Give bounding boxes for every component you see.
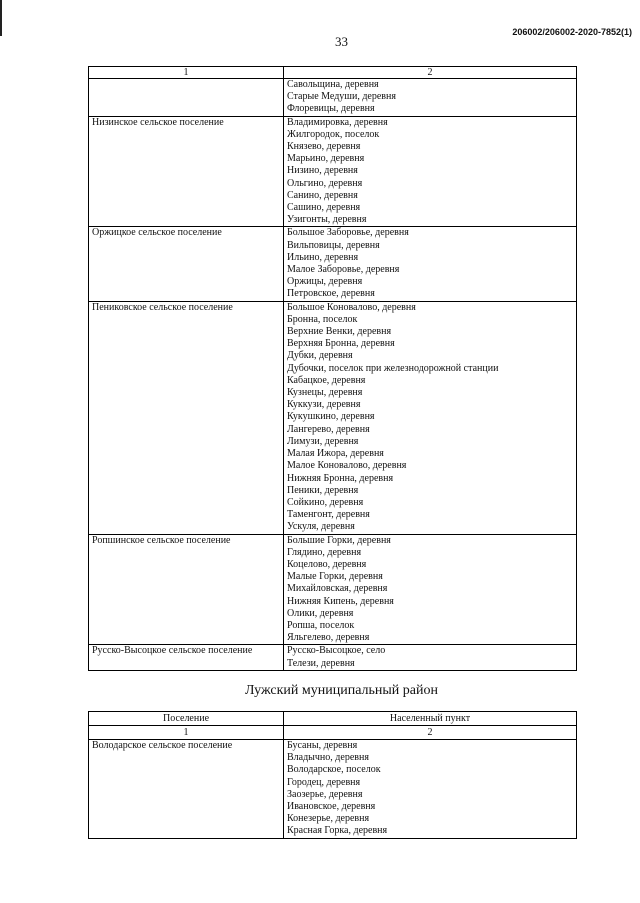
locality-item: Ропша, поселок [287,619,355,631]
header-locality: Населенный пункт [284,712,577,726]
column-number-row [89,67,577,79]
locality-item: Узигонты, деревня [287,214,367,226]
locality-item: Глядино, деревня [287,546,362,558]
locality-item: Большое Заборовье, деревня [287,227,409,239]
locality-item: Большие Горки, деревня [287,534,391,546]
locality-item: Таменгонт, деревня [287,509,370,521]
locality-item: Бусаны, деревня [287,740,358,751]
locality-item: Кукушкино, деревня [287,411,375,423]
locality-item: Старые Медуши, деревня [287,91,396,103]
locality-item: Марьино, деревня [287,153,365,165]
column-number-1: 1 [89,726,284,740]
locality-item: Конезерье, деревня [287,813,370,825]
locality-item: Куккузи, деревня [287,399,361,411]
settlement-name: Оржицкое сельское поселение [89,227,284,301]
table-row [89,79,577,117]
locality-item: Кабацкое, деревня [287,374,366,386]
locality-item: Кузнецы, деревня [287,387,363,399]
settlement-name [89,79,284,117]
page-number: 33 [335,34,348,49]
settlement-name: Ропшинское сельское поселение [89,534,284,645]
locality-item: Низино, деревня [287,165,358,177]
locality-list [284,116,577,227]
settlement-name: Русско-Высоцкое сельское поселение [89,645,284,670]
locality-item: Телези, деревня [287,657,355,669]
locality-item: Нижняя Кипень, деревня [287,595,394,607]
locality-item: Малая Ижора, деревня [287,448,384,460]
locality-item: Малое Заборовье, деревня [287,264,400,276]
column-number-2: 2 [284,67,577,79]
locality-list [284,301,577,534]
locality-item: Малое Коновалово, деревня [287,460,407,472]
locality-item: Ускуля, деревня [287,521,355,533]
locality-item: Бронна, поселок [287,313,358,325]
locality-item: Владимировка, деревня [287,116,388,128]
locality-item: Владычно, деревня [287,752,369,764]
locality-list [284,227,577,301]
margin-mark [0,0,2,36]
table-row [89,645,577,670]
locality-item: Сашино, деревня [287,202,361,214]
table-row [89,227,577,301]
luga-district-table [88,711,577,839]
locality-item: Верхние Венки, деревня [287,326,392,338]
locality-item: Малые Горки, деревня [287,571,383,583]
table-row [89,116,577,227]
table1-body [89,79,577,671]
locality-item: Санино, деревня [287,189,358,201]
locality-item: Жилгородок, поселок [287,128,380,140]
document-id: 206002/206002-2020-7852(1) [512,27,632,37]
locality-item: Дубки, деревня [287,350,353,362]
locality-item: Князево, деревня [287,141,361,153]
table-row [89,301,577,534]
locality-item: Пеники, деревня [287,484,359,496]
column-number-2: 2 [284,726,577,740]
locality-item: Ольгино, деревня [287,177,363,189]
locality-item: Олики, деревня [287,607,354,619]
locality-item: Яльгелево, деревня [287,632,370,644]
column-number-1: 1 [89,67,284,79]
column-number-row [89,726,577,740]
settlement-name: Володарское сельское поселение [89,740,284,839]
header-row [89,712,577,726]
locality-item: Ивановское, деревня [287,801,376,813]
locality-list [284,534,577,645]
locality-item: Красная Горка, деревня [287,825,388,837]
locality-item: Коцелово, деревня [287,558,367,570]
locality-item: Дубочки, поселок при железнодорожной станции [287,362,499,374]
locality-item: Заозерье, деревня [287,788,363,800]
settlement-name: Пениковское сельское поселение [89,301,284,534]
locality-item: Флоревицы, деревня [287,103,375,115]
section-title: Лужский муниципальный район [245,683,438,698]
locality-item: Вильповицы, деревня [287,239,380,251]
header-settlement: Поселение [89,712,284,726]
locality-item: Ильино, деревня [287,251,359,263]
locality-item: Русско-Высоцкое, село [287,645,386,657]
locality-list [284,740,577,839]
locality-item: Лангерево, деревня [287,423,370,435]
settlements-table-continued [88,66,577,671]
locality-item: Верхняя Бронна, деревня [287,338,395,350]
locality-item: Сойкино, деревня [287,496,364,508]
locality-item: Петровское, деревня [287,288,375,300]
locality-item: Лимузи, деревня [287,435,359,447]
settlement-name: Низинское сельское поселение [89,116,284,227]
table-row [89,534,577,645]
table2-body [89,740,577,839]
locality-item: Савольщина, деревня [287,79,379,90]
locality-list [284,645,577,670]
locality-item: Оржицы, деревня [287,276,363,288]
locality-list [284,79,577,117]
locality-item: Городец, деревня [287,776,361,788]
locality-item: Большое Коновалово, деревня [287,301,416,313]
locality-item: Нижняя Бронна, деревня [287,472,394,484]
locality-item: Михайловская, деревня [287,583,388,595]
table-row [89,740,577,839]
locality-item: Володарское, поселок [287,764,381,776]
